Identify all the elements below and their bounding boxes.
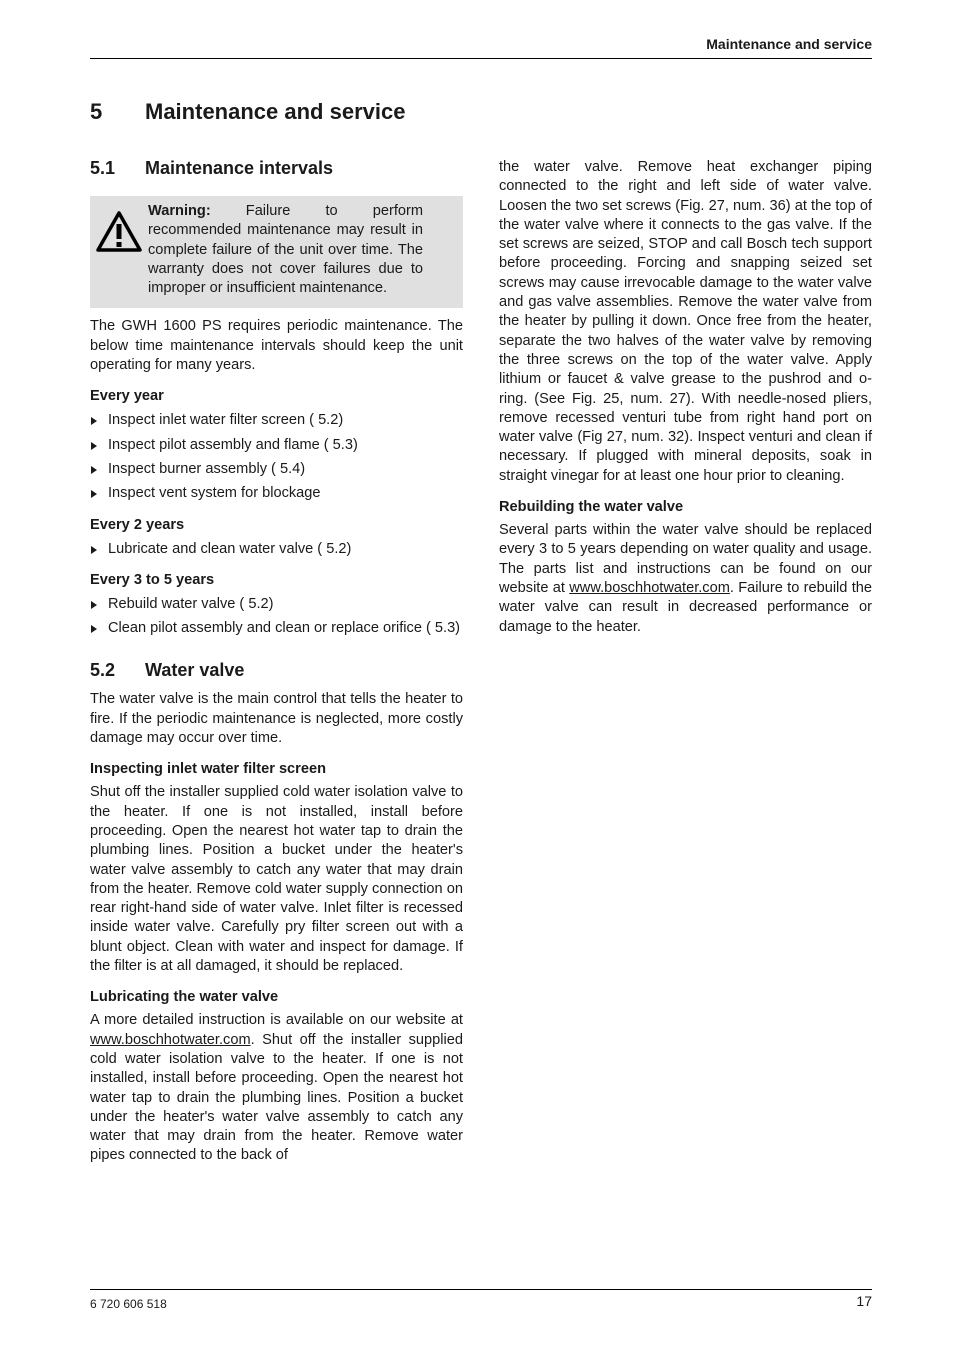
warning-label: Warning:: [148, 203, 211, 219]
inspecting-text: Shut off the installer supplied cold water isolation valve to the heater. If one is not installed, install before proceeding. Open the nearest hot water tap to drain the plumbing lines. Position a bucket under the heater's water valve assembly to catch any water that may drain from the heater. Remove cold water supply connection on rear right-hand side of water valve. Inlet filter is recessed inside water valve. Carefully pry filter screen out with a blunt object. Clean with water and inspect for damage. If the filter is at all damaged, it should be replaced.: [90, 784, 463, 975]
section-number: 5.2: [90, 660, 116, 681]
list-item: [90, 411, 463, 430]
page-footer: [90, 1289, 872, 1311]
section-title: Maintenance intervals: [145, 158, 334, 178]
right-column: [499, 158, 872, 637]
list-item-text: Inspect burner assembly ( 5.4): [108, 460, 306, 477]
group-heading-every-3-to-5-years: Every 3 to 5 years: [90, 571, 215, 588]
lubricating-text-end: . Shut off the installer supplied cold water isolation valve to the heater. If one is not installed, install before proceeding. Open the nearest hot water tap to drain the plumbing lines. Position a bucket under the heater's water valve assembly to catch any water that may drain from the heater. Remove water pipes connected to the back of: [90, 1031, 463, 1164]
bullet-triangle-icon: [91, 625, 97, 633]
lubricating-text-continued: the water valve. Remove heat exchanger piping connected to the right and left side of water valve. Loosen the two set screws (Fig. 27, num. 36) at the top of the water valve where it connects to the gas valve. If the set screws are seized, STOP and call Bosch tech support before proceeding. Forcing and snapping seized set screws may cause irrevocable damage to the water valve and gas valve assemblies. Remove the water valve from the heater by pulling it down. Once free from the heater, separate the two halves of the water valve by removing the three screws on the top of the water valve. Apply lithium or faucet & valve grease to the pushrod and o-ring. (See Fig. 25, num. 27). With needle-nosed pliers, remove recessed venturi tube from right hand port on water valve (Fig 27, num. 32). Inspect venturi and clean if necessary. If plugged with mineral deposits, soak in straight vinegar for at least one hour prior to cleaning.: [499, 159, 872, 484]
lubricating-heading: Lubricating the water valve: [90, 989, 279, 1006]
list-item: [90, 540, 463, 559]
section-title: Water valve: [145, 660, 245, 681]
bullet-triangle-icon: [91, 601, 97, 609]
lubricating-text-start: A more detailed instruction is available on our website at: [90, 1012, 463, 1029]
list-item-text: Lubricate and clean water valve ( 5.2): [108, 540, 352, 557]
website-link[interactable]: www.boschhotwater.com: [90, 1031, 251, 1048]
rebuilding-text-end: . Failure to rebuild the water valve can result in decreased performance or damage to the heater.: [499, 579, 873, 635]
every-2-years-list: [90, 540, 463, 559]
list-item: [90, 460, 463, 479]
list-item-text: Rebuild water valve ( 5.2): [108, 595, 274, 612]
warning-triangle-icon: [96, 202, 148, 298]
every-year-list: [90, 411, 463, 503]
chapter-title: [90, 99, 405, 125]
rebuilding-heading: Rebuilding the water valve: [499, 499, 684, 516]
group-heading-every-2-years: Every 2 years: [90, 516, 185, 533]
warning-box: [90, 196, 463, 308]
list-item-text: Inspect pilot assembly and flame ( 5.3): [108, 436, 358, 453]
inspecting-heading: Inspecting inlet water filter screen: [90, 761, 327, 778]
bullet-triangle-icon: [91, 490, 97, 498]
warning-text: [148, 202, 423, 298]
bullet-triangle-icon: [91, 546, 97, 554]
section-5-2-heading: [90, 658, 463, 682]
every-3-to-5-years-list: [90, 595, 463, 639]
lubricating-text: [90, 1011, 463, 1165]
running-title: Maintenance and service: [706, 36, 872, 52]
list-item: [90, 595, 463, 614]
running-header: [90, 36, 872, 59]
left-column: [90, 156, 463, 1166]
list-item: [90, 619, 463, 638]
bullet-triangle-icon: [91, 442, 97, 450]
list-item-text: Inspect inlet water filter screen ( 5.2): [108, 412, 344, 429]
warning-body: Failure to perform recommended maintenance may result in complete failure of the unit over time. The warranty does not cover failures due to improper or insufficient maintenance.: [148, 203, 424, 297]
bullet-triangle-icon: [91, 466, 97, 474]
website-link[interactable]: www.boschhotwater.com: [569, 579, 730, 596]
section-5-1-intro: The GWH 1600 PS requires periodic maintenance. The below time maintenance intervals should keep the unit operating for many years.: [90, 318, 463, 374]
group-heading-every-year: Every year: [90, 388, 164, 405]
list-item: [90, 436, 463, 455]
list-item: [90, 484, 463, 503]
rebuilding-text-start: Several parts within the water valve should be replaced every 3 to 5 years depending on water quality and usage. The parts list and instructions can be found on our website at: [499, 522, 872, 596]
section-5-1-heading: [90, 156, 463, 180]
section-5-2-intro: The water valve is the main control that tells the heater to fire. If the periodic maintenance is neglected, more costly damage may occur over time.: [90, 691, 463, 747]
list-item-text: Clean pilot assembly and clean or replace orifice ( 5.3): [108, 620, 461, 637]
list-item-text: Inspect vent system for blockage: [108, 485, 321, 502]
page-number: 17: [856, 1293, 872, 1309]
section-number: 5.1: [90, 158, 116, 178]
document-number: 6 720 606 518: [90, 1297, 167, 1311]
rebuilding-text: [499, 521, 872, 637]
bullet-triangle-icon: [91, 417, 97, 425]
chapter-number: 5: [90, 99, 103, 124]
chapter-title-text: Maintenance and service: [145, 99, 406, 124]
